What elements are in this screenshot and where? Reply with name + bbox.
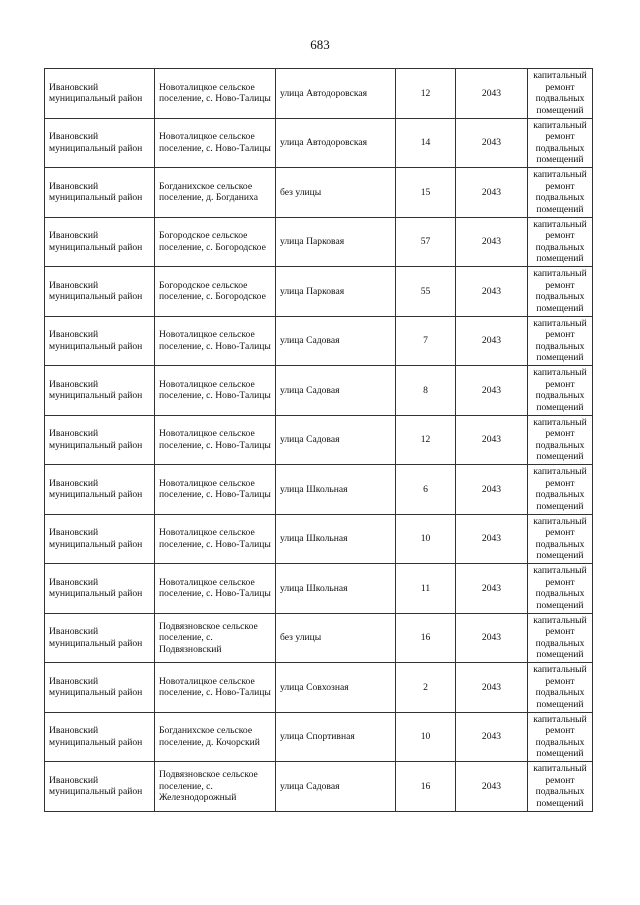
work-type-cell: капитальный ремонт подвальных помещений [528, 514, 593, 564]
settlement-cell: Новоталицкое сельское поселение, с. Ново-Талицы [155, 663, 276, 713]
table-row [45, 762, 593, 812]
house-number-cell: 6 [396, 465, 456, 515]
year-cell: 2043 [456, 465, 528, 515]
registry-table-body [45, 69, 593, 812]
year-cell: 2043 [456, 415, 528, 465]
work-type-cell: капитальный ремонт подвальных помещений [528, 217, 593, 267]
housing-registry-table [44, 68, 593, 812]
year-cell: 2043 [456, 366, 528, 416]
settlement-cell: Подвязновское сельское поселение, с. Железнодорожный [155, 762, 276, 812]
settlement-cell: Новоталицкое сельское поселение, с. Ново-Талицы [155, 69, 276, 119]
street-cell: улица Автодоровская [276, 69, 396, 119]
street-cell: улица Школьная [276, 465, 396, 515]
house-number-cell: 2 [396, 663, 456, 713]
district-cell: Ивановский муниципальный район [45, 415, 155, 465]
work-type-cell: капитальный ремонт подвальных помещений [528, 69, 593, 119]
table-row [45, 217, 593, 267]
table-row [45, 69, 593, 119]
street-cell: улица Садовая [276, 762, 396, 812]
work-type-cell: капитальный ремонт подвальных помещений [528, 168, 593, 218]
year-cell: 2043 [456, 613, 528, 663]
settlement-cell: Новоталицкое сельское поселение, с. Ново-Талицы [155, 564, 276, 614]
work-type-cell: капитальный ремонт подвальных помещений [528, 415, 593, 465]
district-cell: Ивановский муниципальный район [45, 168, 155, 218]
work-type-cell: капитальный ремонт подвальных помещений [528, 762, 593, 812]
work-type-cell: капитальный ремонт подвальных помещений [528, 564, 593, 614]
table-row [45, 415, 593, 465]
table-row [45, 564, 593, 614]
settlement-cell: Новоталицкое сельское поселение, с. Ново-Талицы [155, 118, 276, 168]
district-cell: Ивановский муниципальный район [45, 514, 155, 564]
page-number: 683 [310, 37, 330, 52]
house-number-cell: 10 [396, 712, 456, 762]
district-cell: Ивановский муниципальный район [45, 316, 155, 366]
settlement-cell: Богданихское сельское поселение, д. Богданиха [155, 168, 276, 218]
year-cell: 2043 [456, 564, 528, 614]
year-cell: 2043 [456, 663, 528, 713]
table-row [45, 613, 593, 663]
district-cell: Ивановский муниципальный район [45, 613, 155, 663]
work-type-cell: капитальный ремонт подвальных помещений [528, 316, 593, 366]
street-cell: улица Парковая [276, 267, 396, 317]
year-cell: 2043 [456, 267, 528, 317]
year-cell: 2043 [456, 118, 528, 168]
settlement-cell: Богородское сельское поселение, с. Богородское [155, 267, 276, 317]
house-number-cell: 11 [396, 564, 456, 614]
work-type-cell: капитальный ремонт подвальных помещений [528, 712, 593, 762]
year-cell: 2043 [456, 712, 528, 762]
house-number-cell: 57 [396, 217, 456, 267]
district-cell: Ивановский муниципальный район [45, 762, 155, 812]
district-cell: Ивановский муниципальный район [45, 663, 155, 713]
work-type-cell: капитальный ремонт подвальных помещений [528, 366, 593, 416]
district-cell: Ивановский муниципальный район [45, 712, 155, 762]
work-type-cell: капитальный ремонт подвальных помещений [528, 663, 593, 713]
street-cell: без улицы [276, 613, 396, 663]
settlement-cell: Новоталицкое сельское поселение, с. Ново-Талицы [155, 465, 276, 515]
table-row [45, 465, 593, 515]
house-number-cell: 12 [396, 415, 456, 465]
district-cell: Ивановский муниципальный район [45, 267, 155, 317]
district-cell: Ивановский муниципальный район [45, 69, 155, 119]
street-cell: без улицы [276, 168, 396, 218]
year-cell: 2043 [456, 217, 528, 267]
house-number-cell: 16 [396, 613, 456, 663]
house-number-cell: 10 [396, 514, 456, 564]
street-cell: улица Садовая [276, 415, 396, 465]
table-row [45, 514, 593, 564]
district-cell: Ивановский муниципальный район [45, 217, 155, 267]
work-type-cell: капитальный ремонт подвальных помещений [528, 267, 593, 317]
house-number-cell: 12 [396, 69, 456, 119]
settlement-cell: Богданихское сельское поселение, д. Кочорский [155, 712, 276, 762]
district-cell: Ивановский муниципальный район [45, 564, 155, 614]
house-number-cell: 15 [396, 168, 456, 218]
year-cell: 2043 [456, 514, 528, 564]
table-row [45, 712, 593, 762]
house-number-cell: 8 [396, 366, 456, 416]
work-type-cell: капитальный ремонт подвальных помещений [528, 118, 593, 168]
house-number-cell: 55 [396, 267, 456, 317]
settlement-cell: Новоталицкое сельское поселение, с. Ново-Талицы [155, 366, 276, 416]
table-row [45, 663, 593, 713]
district-cell: Ивановский муниципальный район [45, 118, 155, 168]
district-cell: Ивановский муниципальный район [45, 366, 155, 416]
settlement-cell: Богородское сельское поселение, с. Богородское [155, 217, 276, 267]
work-type-cell: капитальный ремонт подвальных помещений [528, 465, 593, 515]
table-row [45, 168, 593, 218]
street-cell: улица Школьная [276, 514, 396, 564]
year-cell: 2043 [456, 69, 528, 119]
house-number-cell: 14 [396, 118, 456, 168]
street-cell: улица Спортивная [276, 712, 396, 762]
street-cell: улица Садовая [276, 316, 396, 366]
table-row [45, 316, 593, 366]
street-cell: улица Парковая [276, 217, 396, 267]
street-cell: улица Школьная [276, 564, 396, 614]
street-cell: улица Совхозная [276, 663, 396, 713]
year-cell: 2043 [456, 316, 528, 366]
year-cell: 2043 [456, 762, 528, 812]
table-row [45, 267, 593, 317]
house-number-cell: 7 [396, 316, 456, 366]
house-number-cell: 16 [396, 762, 456, 812]
settlement-cell: Новоталицкое сельское поселение, с. Ново-Талицы [155, 415, 276, 465]
street-cell: улица Автодоровская [276, 118, 396, 168]
settlement-cell: Новоталицкое сельское поселение, с. Ново-Талицы [155, 316, 276, 366]
table-row [45, 118, 593, 168]
settlement-cell: Новоталицкое сельское поселение, с. Ново-Талицы [155, 514, 276, 564]
work-type-cell: капитальный ремонт подвальных помещений [528, 613, 593, 663]
table-row [45, 366, 593, 416]
settlement-cell: Подвязновское сельское поселение, с. Подвязновский [155, 613, 276, 663]
district-cell: Ивановский муниципальный район [45, 465, 155, 515]
year-cell: 2043 [456, 168, 528, 218]
street-cell: улица Садовая [276, 366, 396, 416]
